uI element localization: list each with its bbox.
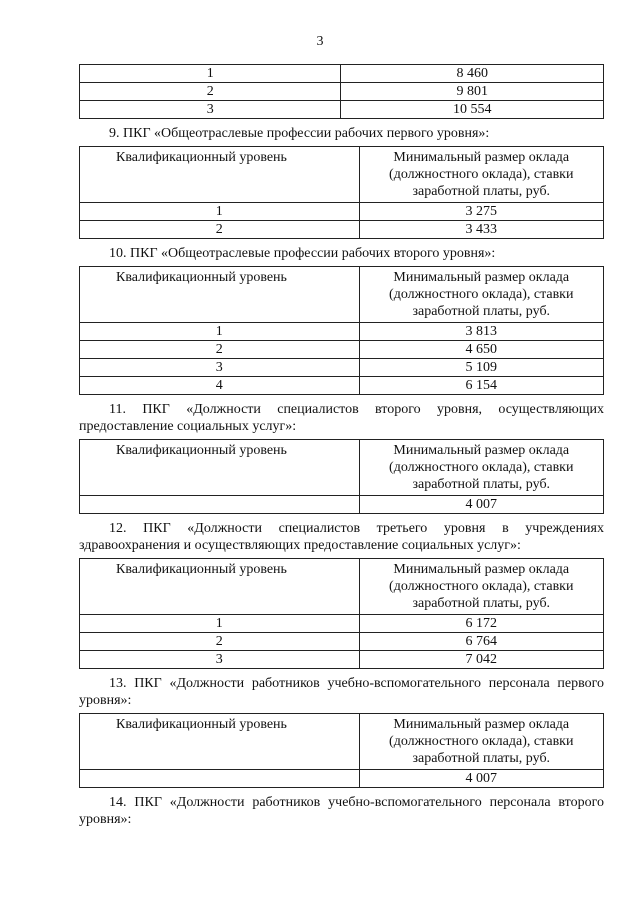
table-row [80, 633, 604, 651]
table-row [80, 83, 604, 101]
table-header-row [80, 714, 604, 770]
page-number: 3 [316, 34, 324, 49]
header-min-salary: Минимальный размер оклада (должностного оклада), ставки заработной платы, руб. [359, 147, 603, 203]
table-row [80, 203, 604, 221]
salary-cell: 4 007 [359, 770, 603, 788]
table-row [80, 651, 604, 669]
salary-cell: 3 433 [359, 221, 603, 239]
section-heading-13: 13. ПКГ «Должности работников учебно-вспомогательного персонала первого уровня»: [79, 676, 604, 708]
section-heading-9: 9. ПКГ «Общеотраслевые профессии рабочих первого уровня»: [109, 126, 490, 141]
level-cell: 1 [80, 65, 341, 83]
table-row [80, 615, 604, 633]
table-row [80, 496, 604, 514]
table-header-row [80, 559, 604, 615]
header-qualification-level: Квалификационный уровень [80, 267, 360, 323]
header-qualification-level: Квалификационный уровень [80, 714, 360, 770]
salary-table-12 [79, 558, 604, 669]
section-heading-12: 12. ПКГ «Должности специалистов третьего уровня в учреждениях здравоохранения и осуществляющих предоставление социальных услуг»: [79, 521, 604, 553]
salary-cell: 8 460 [341, 65, 604, 83]
level-cell: 2 [80, 221, 360, 239]
salary-table-9 [79, 146, 604, 239]
table-row [80, 770, 604, 788]
header-min-salary: Минимальный размер оклада (должностного оклада), ставки заработной платы, руб. [359, 267, 603, 323]
salary-table-10 [79, 266, 604, 395]
table-row [80, 65, 604, 83]
salary-cell: 6 154 [359, 377, 603, 395]
salary-table-13 [79, 713, 604, 788]
level-cell: 3 [80, 101, 341, 119]
level-cell: 2 [80, 633, 360, 651]
table-header-row [80, 147, 604, 203]
header-min-salary: Минимальный размер оклада (должностного оклада), ставки заработной платы, руб. [359, 559, 603, 615]
document-body [79, 64, 604, 832]
salary-cell: 10 554 [341, 101, 604, 119]
section-heading-14: 14. ПКГ «Должности работников учебно-вспомогательного персонала второго уровня»: [79, 795, 604, 827]
section-heading-11: 11. ПКГ «Должности специалистов второго уровня, осуществляющих предоставление социальных услуг»: [79, 402, 604, 434]
salary-cell: 6 764 [359, 633, 603, 651]
salary-cell: 7 042 [359, 651, 603, 669]
level-cell [80, 770, 360, 788]
continuation-table [79, 64, 604, 119]
header-qualification-level: Квалификационный уровень [80, 440, 360, 496]
header-qualification-level: Квалификационный уровень [80, 559, 360, 615]
table-row [80, 221, 604, 239]
table-row [80, 359, 604, 377]
salary-cell: 3 813 [359, 323, 603, 341]
salary-table-11 [79, 439, 604, 514]
section-heading-10: 10. ПКГ «Общеотраслевые профессии рабочих второго уровня»: [109, 246, 496, 261]
salary-cell: 5 109 [359, 359, 603, 377]
table-row [80, 341, 604, 359]
level-cell: 1 [80, 615, 360, 633]
level-cell: 4 [80, 377, 360, 395]
level-cell [80, 496, 360, 514]
salary-cell: 4 650 [359, 341, 603, 359]
salary-cell: 3 275 [359, 203, 603, 221]
table-row [80, 323, 604, 341]
table-header-row [80, 440, 604, 496]
header-min-salary: Минимальный размер оклада (должностного оклада), ставки заработной платы, руб. [359, 714, 603, 770]
table-header-row [80, 267, 604, 323]
level-cell: 2 [80, 83, 341, 101]
level-cell: 3 [80, 651, 360, 669]
level-cell: 1 [80, 203, 360, 221]
salary-cell: 9 801 [341, 83, 604, 101]
level-cell: 3 [80, 359, 360, 377]
table-row [80, 377, 604, 395]
table-row [80, 101, 604, 119]
header-min-salary: Минимальный размер оклада (должностного оклада), ставки заработной платы, руб. [359, 440, 603, 496]
salary-cell: 4 007 [359, 496, 603, 514]
level-cell: 1 [80, 323, 360, 341]
level-cell: 2 [80, 341, 360, 359]
header-qualification-level: Квалификационный уровень [80, 147, 360, 203]
salary-cell: 6 172 [359, 615, 603, 633]
